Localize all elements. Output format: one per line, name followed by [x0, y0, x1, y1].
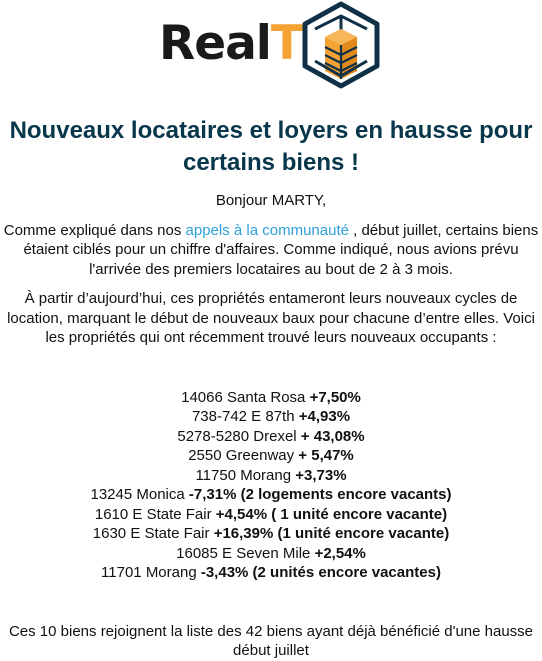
- intro-text-before: Comme expliqué dans nos: [3, 221, 186, 239]
- property-item: 16085 E Seven Mile +2,54%: [176, 544, 366, 562]
- property-item: 2550 Greenway + 5,47%: [188, 447, 354, 464]
- intro-text-after: , début juillet, certains biens étaient ciblés pour un chiffre d'affaires. Comme indiqué, nous avions prévu l'arrivée des premiers locataires au bout de 2 à 3 mois.: [23, 221, 539, 278]
- greeting: Bonjour MARTY,: [215, 192, 327, 209]
- property-item: 11750 Morang +3,73%: [195, 466, 347, 484]
- property-item: 13245 Monica -7,31% (2 logements encore vacants): [90, 486, 452, 503]
- intro-paragraph: [0, 221, 542, 280]
- property-list: [0, 388, 542, 583]
- property-item: 1610 E State Fair +4,54% ( 1 unité encore vacante): [94, 505, 448, 523]
- realt-logo[interactable]: [0, 0, 542, 100]
- logo-wordmark: RealT: [159, 16, 302, 71]
- announcement-paragraph: À partir d’aujourd’hui, ces propriétés entameront leurs nouveaux cycles de location, marquant le début de nouveaux baux pour chacune d’entre elles. Voici les propriétés qui ont récemment trouvé leurs nouveaux occupants :: [7, 290, 535, 346]
- community-calls-link[interactable]: appels à la communauté: [185, 221, 349, 239]
- property-item: 14066 Santa Rosa +7,50%: [181, 388, 361, 406]
- building-hexagon-icon: [301, 1, 381, 89]
- property-item: 11701 Morang -3,43% (2 unités encore vacantes): [101, 564, 441, 581]
- email-title: Nouveaux locataires et loyers en hausse pour certains biens !: [9, 117, 533, 176]
- footer-note: Ces 10 biens rejoignent la liste des 42 biens ayant déjà bénéficié d'une hausse début juillet: [8, 622, 534, 659]
- property-item: 1630 E State Fair +16,39% (1 unité encore vacante): [92, 525, 450, 542]
- property-item: 5278-5280 Drexel + 43,08%: [177, 427, 365, 445]
- property-item: 738-742 E 87th +4,93%: [191, 408, 351, 425]
